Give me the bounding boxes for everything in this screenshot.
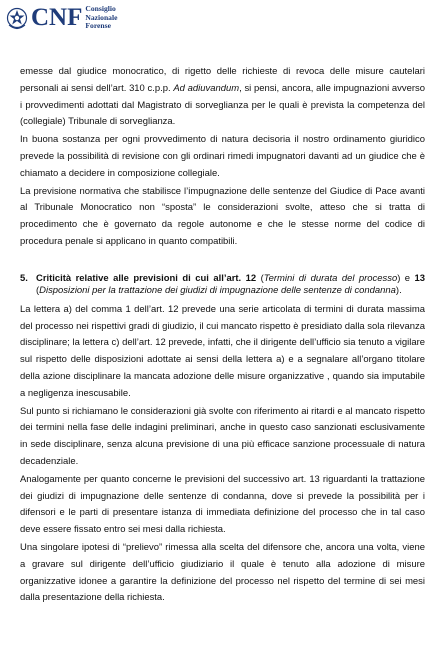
logo-subtitle-line: Nazionale (85, 12, 118, 22)
heading-text: ). (395, 284, 402, 296)
section-heading (20, 273, 425, 297)
heading-text: ( (256, 272, 264, 284)
document-header (6, 3, 117, 33)
heading-text: ( (36, 284, 40, 296)
heading-bold: 13 (414, 272, 426, 284)
latin-phrase: Ad adiuvandum (173, 82, 240, 94)
paragraph (20, 64, 425, 131)
section-number: 5. (20, 272, 28, 284)
logo-text: CNF (31, 4, 83, 31)
paragraph: La previsione normativa che stabilisce l’impugnazione delle sentenze del Giudice di Pace avanti al Tribunale Monocratico non “sposta” le considerazioni svolte, atteso che si tratta di procedimento che è governato da regole autonome e che le stesse norme del codice di procedura penale si applicano in quanto compatibili. (20, 185, 425, 247)
logo-subtitle-line: Forense (85, 21, 111, 31)
paragraph-text: , si pensi, ancora, alle impugnazioni avverso i provvedimenti adottati dal Magistrato di sorveglianza per le quali è prevista la competenza del (collegiale) Tribunale di sorveglianza. (20, 82, 425, 128)
paragraph-text: emesse dal giudice monocratico, di rigetto delle richieste di revoca delle misure cautelari personali ai sensi dell’art. 310 c.p.p. (20, 66, 425, 94)
paragraph: In buona sostanza per ogni provvedimento di natura decisoria il nostro ordinamento giuridico prevede la possibilità di revisione con gli ordinari rimedi impugnatori davanti ad un giudice che è chiamato a decidere in composizione collegiale. (20, 134, 425, 179)
paragraph: Sul punto si richiamano le considerazioni già svolte con riferimento ai ritardi e al mancato rispetto dei termini nella fase delle indagini preliminari, anche in questo caso sanzionati esclusivamente in sede disciplinare, senza alcuna previsione di una più efficace sanzione processuale di natura decadenziale. (20, 405, 425, 467)
heading-italic: Disposizioni per la trattazione dei giudizi di impugnazione delle sentenze di condanna (39, 284, 396, 296)
paragraph: Analogamente per quanto concerne le previsioni del successivo art. 13 riguardanti la trattazione dei giudizi di impugnazione delle sentenze di condanna, dove si prevede la possibilità per i difensori e le parti di presentare istanza di immediata definizione del processo che in tal caso deve essere fissato entro sei mesi dalla richiesta. (20, 473, 425, 536)
heading-italic: Termini di durata del processo (263, 272, 398, 284)
paragraph: Una singolare ipotesi di “prelievo” rimessa alla scelta del difensore che, ancora una volta, viene a gravare sul dirigente dell’ufficio giudiziario il quale è tenuto alla adozione di misure organizzative idonee a garantire la definizione del processo nel rispetto del termine di sei mesi dalla presentazione della richiesta. (20, 541, 425, 604)
heading-bold: Criticità relative alle previsioni di cui all’art. 12 (36, 272, 257, 284)
heading-text: ) e (397, 272, 415, 284)
republic-emblem-icon (6, 5, 28, 31)
logo-subtitle (85, 5, 117, 30)
document-body (20, 64, 425, 608)
paragraph: La lettera a) del comma 1 dell’art. 12 prevede una serie articolata di termini di durata massima del processo nei rispettivi gradi di giudizio, il cui mancato rispetto è presidiato dalla sola rilevanza disciplinare; la lettera c) dell’art. 12 prevede, infatti, che il dirigente dell’ufficio sia tenuto a vigilare sul rispetto delle disposizioni adottate ai sensi della lettera a) e a segnalare all’organo titolare della azione disciplinare la mancata adozione delle misure organizzative , quando sia imputabile a negligenza inescusabile. (20, 303, 425, 399)
logo-subtitle-line: Consiglio (85, 4, 116, 14)
section-title (36, 273, 425, 297)
